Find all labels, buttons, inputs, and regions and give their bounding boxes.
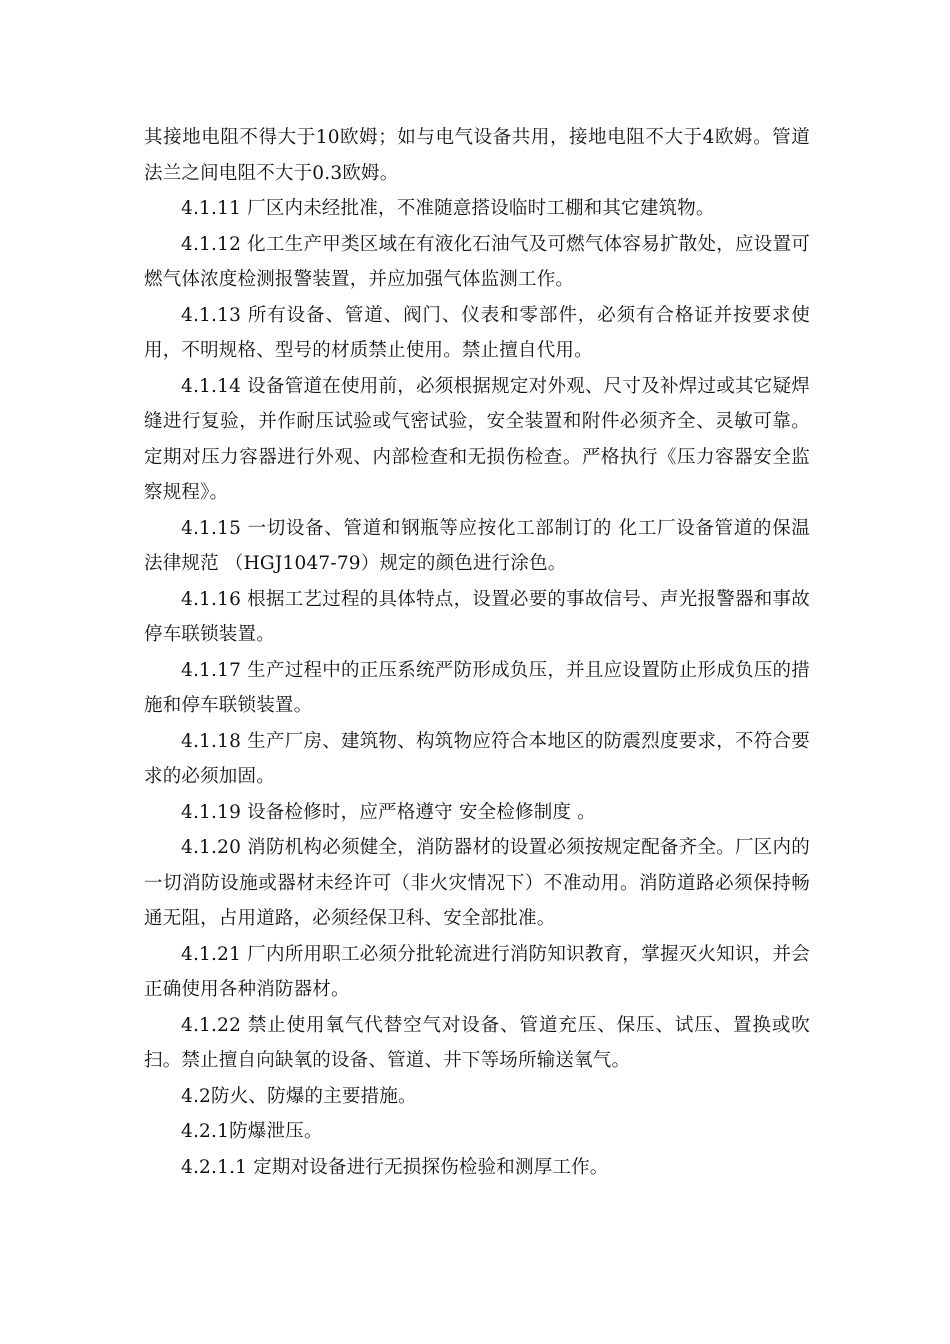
heading-4-2: 4.2防火、防爆的主要措施。 (181, 1085, 417, 1107)
paragraph-4-1-19: 4.1.19 设备检修时，应严格遵守 安全检修制度 。 (181, 801, 596, 823)
paragraph-4-1-21: 4.1.21 厂内所用职工必须分批轮流进行消防知识教育，掌握灭火知识，并会正确使用各种消防器材。 (144, 943, 810, 1000)
paragraph-continuation: 其接地电阻不得大于10欧姆；如与电气设备共用，接地电阻不大于4欧姆。管道法兰之间电阻不大于0.3欧姆。 (144, 127, 810, 184)
document-body (144, 120, 810, 1185)
paragraph-4-1-12: 4.1.12 化工生产甲类区域在有液化石油气及可燃气体容易扩散处，应设置可燃气体浓度检测报警装置，并应加强气体监测工作。 (144, 233, 810, 290)
paragraph-4-2-1-1: 4.2.1.1 定期对设备进行无损探伤检验和测厚工作。 (181, 1156, 609, 1178)
paragraph-4-1-14: 4.1.14 设备管道在使用前，必须根据规定对外观、尺寸及补焊过或其它疑焊缝进行复验，并作耐压试验或气密试验，安全装置和附件必须齐全、灵敏可靠。定期对压力容器进行外观、内部检查和无损伤检查。严格执行《压力容器安全监察规程》。 (144, 375, 810, 503)
paragraph-4-1-13: 4.1.13 所有设备、管道、阀门、仪表和零部件，必须有合格证并按要求使用，不明规格、型号的材质禁止使用。禁止擅自代用。 (144, 304, 810, 361)
paragraph-4-1-11: 4.1.11 厂区内未经批准，不准随意搭设临时工棚和其它建筑物。 (181, 198, 715, 219)
paragraph-4-1-15: 4.1.15 一切设备、管道和钢瓶等应按化工部制订的 化工厂设备管道的保温法律规范 （HGJ1047-79）规定的颜色进行涂色。 (144, 517, 810, 574)
heading-4-2-1: 4.2.1防爆泄压。 (181, 1121, 323, 1142)
paragraph-4-1-22: 4.1.22 禁止使用氧气代替空气对设备、管道充压、保压、试压、置换或吹扫。禁止擅自向缺氧的设备、管道、井下等场所输送氧气。 (144, 1014, 810, 1071)
paragraph-4-1-17: 4.1.17 生产过程中的正压系统严防形成负压，并且应设置防止形成负压的措施和停车联锁装置。 (144, 659, 810, 716)
paragraph-4-1-18: 4.1.18 生产厂房、建筑物、构筑物应符合本地区的防震烈度要求，不符合要求的必须加固。 (144, 730, 810, 787)
paragraph-4-1-20: 4.1.20 消防机构必须健全，消防器材的设置必须按规定配备齐全。厂区内的一切消防设施或器材未经许可（非火灾情况下）不准动用。消防道路必须保持畅通无阻，占用道路，必须经保卫科、安全部批准。 (144, 837, 810, 929)
paragraph-4-1-16: 4.1.16 根据工艺过程的具体特点，设置必要的事故信号、声光报警器和事故停车联锁装置。 (144, 588, 810, 645)
